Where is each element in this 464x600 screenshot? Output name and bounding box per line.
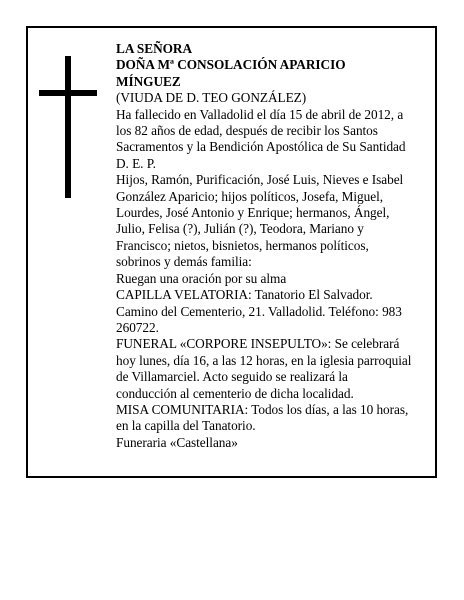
notice-text [116,41,428,451]
wake-chapel-line: 260722. [116,319,159,335]
deceased-name-line: DOÑA Mª CONSOLACIÓN APARICIO [116,57,346,73]
funeral-line: de Villamarciel. Acto seguido se realizará la [116,369,348,385]
family-line: Julio, Felisa (?), Julián (?), Teodora, Mariano y [116,221,364,237]
deceased-name-line: MÍNGUEZ [116,73,181,89]
family-line: sobrinos y demás familia: [116,254,252,270]
rip-line: D. E. P. [116,155,156,171]
latin-cross-icon [39,56,97,198]
cross-vertical-bar [65,56,71,198]
community-mass-line: en la capilla del Tanatorio. [116,418,256,434]
funeral-line: FUNERAL «CORPORE INSEPULTO»: Se celebrará [116,336,400,352]
funeral-line: hoy lunes, día 16, a las 12 horas, en la iglesia parroquial [116,352,412,368]
notice-heading-line: LA SEÑORA [116,41,193,56]
widow-line: (VIUDA DE D. TEO GONZÁLEZ) [116,90,307,106]
funeral-line: conducción al cementerio de dicha localidad. [116,385,354,401]
wake-chapel-line: Camino del Cementerio, 21. Valladolid. Teléfono: 983 [116,303,402,319]
obituary-notice [26,26,437,478]
prayer-request-line: Ruegan una oración por su alma [116,270,287,286]
death-announcement-line: Ha fallecido en Valladolid el día 15 de abril de 2012, a [116,106,404,122]
family-line: Francisco; nietos, bisnietos, hermanos políticos, [116,237,369,253]
funeral-home-line: Funeraria «Castellana» [116,434,238,450]
family-line: Hijos, Ramón, Purificación, José Luis, Nieves e Isabel [116,172,404,188]
family-line: Lourdes, José Antonio y Enrique; hermanos, Ángel, [116,205,390,221]
community-mass-line: MISA COMUNITARIA: Todos los días, a las 10 horas, [116,401,409,417]
death-announcement-line: Sacramentos y la Bendición Apostólica de Su Santidad [116,139,406,155]
death-announcement-line: los 82 años de edad, después de recibir los Santos [116,123,378,139]
wake-chapel-line: CAPILLA VELATORIA: Tanatorio El Salvador. [116,287,373,303]
cross-horizontal-bar [39,90,97,96]
family-line: González Aparicio; hijos políticos, Josefa, Miguel, [116,188,384,204]
